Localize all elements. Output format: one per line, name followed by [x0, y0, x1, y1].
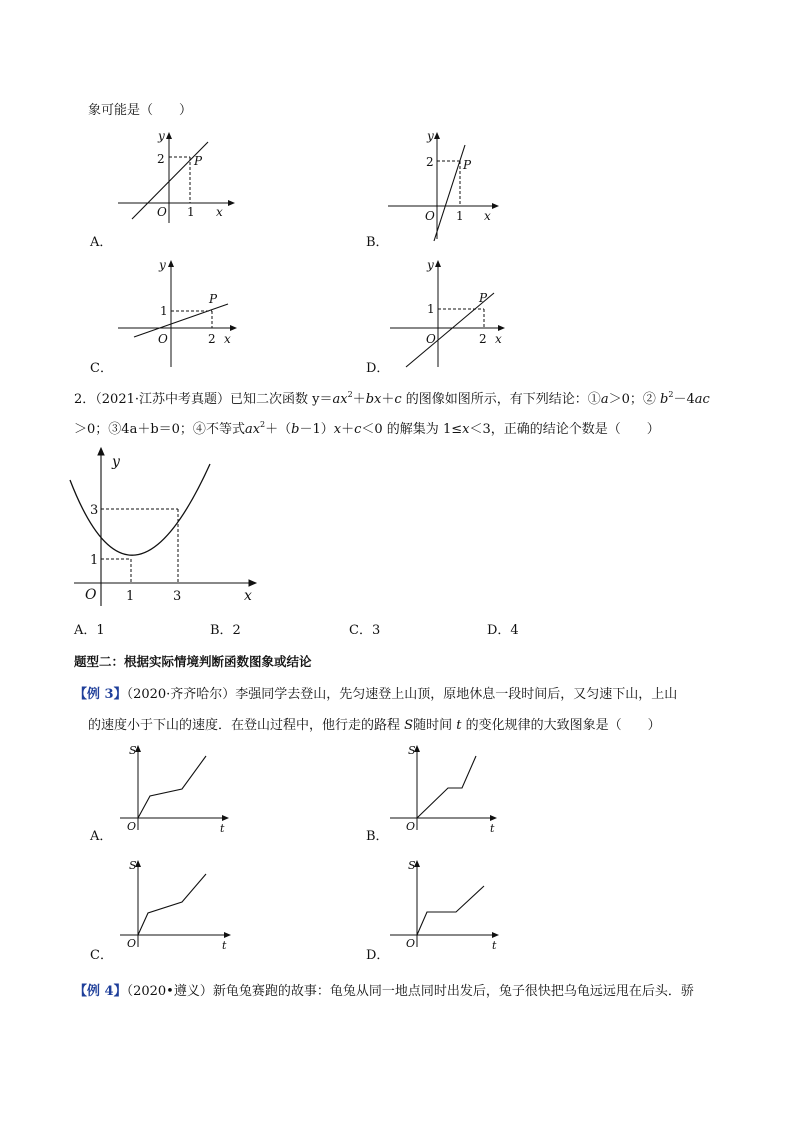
q2-x-tick-1: 1: [126, 589, 135, 604]
q2-line2: ＞0；③4a＋b＝0；④不等式$ax^2+(b-1)x+c<0$ 的解集为 1≤x＜3，正确的结论个数是（ ）: [74, 420, 660, 437]
q2-option-d: D．4: [487, 623, 519, 638]
q1a-x-tick: 1: [187, 205, 195, 219]
q2-source: （2021·江苏中考真题）: [95, 392, 230, 407]
ex3-var-s: S: [404, 718, 414, 733]
ex3-text1: （2020·齐齐哈尔）李强同学去登山，先匀速登上山顶，原地休息一段时间后，又匀速下山，上山: [126, 687, 678, 702]
q1a-origin: O: [157, 205, 167, 219]
ex3d-origin: O: [406, 937, 416, 950]
q1b-y-axis: y: [427, 129, 434, 143]
ex3a-y-axis: S: [129, 744, 137, 757]
q2-origin-label: O: [85, 587, 97, 603]
q2-c1-cond: ＞0；: [608, 392, 643, 407]
q1d-x-axis: x: [495, 332, 502, 346]
q1d-origin: O: [426, 332, 436, 346]
ex3-opt-b: B．: [366, 829, 389, 844]
q1c-y-axis: y: [159, 258, 166, 272]
q1c-x-axis: x: [224, 332, 231, 346]
ex3-tag: 【例 3】: [74, 687, 127, 702]
q1c-x-tick: 2: [208, 332, 216, 346]
q2-option-c: C．3: [349, 623, 381, 638]
q1a-y-axis: y: [158, 129, 165, 143]
q1a-y-tick: 2: [157, 152, 165, 166]
q1-opt-b: B．: [366, 235, 389, 250]
q1b-y-tick: 2: [426, 155, 434, 169]
q2-c3: ③: [108, 422, 122, 437]
q1-opt-c: C．: [90, 361, 113, 376]
q1-graph-c: [110, 255, 240, 370]
q1b-x-axis: x: [484, 209, 491, 223]
q2-c3-expr: 4a＋b＝0；: [121, 422, 193, 437]
ex3b-origin: O: [406, 820, 416, 833]
ex3c-x-axis: t: [222, 939, 227, 952]
ex3-text2c: 的变化规律的大致图象是（ ）: [465, 718, 661, 733]
q2-y-tick-3: 3: [90, 503, 99, 518]
q1b-x-tick: 1: [456, 209, 464, 223]
q2-c2: ②: [642, 392, 656, 407]
q1d-point: P: [479, 291, 488, 305]
ex3-var-t: t: [456, 718, 462, 733]
ex3c-y-axis: S: [129, 859, 137, 872]
q1-graph-d: [382, 255, 512, 370]
q2-x-axis-label: x: [244, 588, 252, 604]
q2-x-tick-3: 3: [173, 589, 182, 604]
ex3a-x-axis: t: [220, 822, 225, 835]
ex3d-y-axis: S: [408, 859, 416, 872]
q1b-point: P: [463, 158, 472, 172]
q2-y-tick-1: 1: [90, 553, 99, 568]
ex3-line2: [88, 719, 661, 732]
q2-c4-text: 不等式: [205, 422, 245, 437]
q1a-x-axis: x: [216, 205, 223, 219]
ex3b-y-axis: S: [408, 744, 416, 757]
q2-number: 2．: [74, 392, 96, 407]
q2-c4-end: ＜0 的解集为 1≤: [361, 422, 463, 437]
section-title: 题型二：根据实际情境判断函数图象或结论: [74, 654, 312, 669]
q1-opt-a: A．: [90, 235, 113, 250]
q2-c1: ①: [587, 392, 601, 407]
ex4-line1: [74, 985, 694, 998]
q2-parabola-graph: [60, 440, 270, 610]
ex3d-x-axis: t: [492, 939, 497, 952]
ex3-opt-d: D．: [366, 948, 390, 963]
q1a-point: P: [194, 154, 203, 168]
ex4-text: （2020•遵义）新龟兔赛跑的故事：龟兔从同一地点同时出发后，兔子很快把乌龟远远甩在后头．骄: [126, 984, 694, 999]
q2-line2-a: ＞0；: [74, 422, 109, 437]
ex3b-x-axis: t: [490, 822, 495, 835]
q2-c4: ④: [192, 422, 206, 437]
intro-line: 象可能是（ ）: [88, 103, 193, 118]
q1c-y-tick: 1: [160, 304, 168, 318]
q1b-origin: O: [425, 209, 435, 223]
ex3-text2a: 的速度小于下山的速度．在登山过程中，他行走的路程: [88, 718, 401, 733]
ex3-text2b: 随时间: [413, 718, 453, 733]
ex3-graph-a: [110, 740, 240, 835]
q2-range-end: ＜3，正确的结论个数是（ ）: [469, 422, 660, 437]
ex3c-origin: O: [127, 937, 137, 950]
ex3-line1: [74, 688, 677, 701]
q1d-y-tick: 1: [427, 302, 435, 316]
q1c-origin: O: [158, 332, 168, 346]
q1d-y-axis: y: [427, 258, 434, 272]
ex4-tag: 【例 4】: [74, 984, 127, 999]
ex3-opt-c: C．: [90, 948, 113, 963]
q2-line1: 2．（2021·江苏中考真题）已知二次函数 $y=ax^2+bx+c$ 的图像如图所示，有下列结论：①a＞0；② $b^2-4ac$: [74, 390, 710, 407]
q1-graph-a: [110, 125, 240, 225]
q1-graph-b: [382, 125, 512, 245]
ex3-graph-b: [382, 740, 512, 835]
q1-opt-d: D．: [366, 361, 390, 376]
q2-y-axis-label: y: [112, 454, 120, 470]
ex3-graph-c: [110, 855, 240, 950]
ex3a-origin: O: [127, 820, 137, 833]
q1d-x-tick: 2: [479, 332, 487, 346]
q2-option-b: B．2: [210, 623, 241, 638]
ex3-opt-a: A．: [90, 829, 113, 844]
q2-option-a: A．1: [74, 623, 105, 638]
q2-text-b: 的图像如图所示，有下列结论：: [405, 392, 588, 407]
ex3-graph-d: [382, 855, 512, 950]
q1c-point: P: [209, 292, 218, 306]
q2-text-a: 已知二次函数 y＝: [230, 392, 333, 407]
